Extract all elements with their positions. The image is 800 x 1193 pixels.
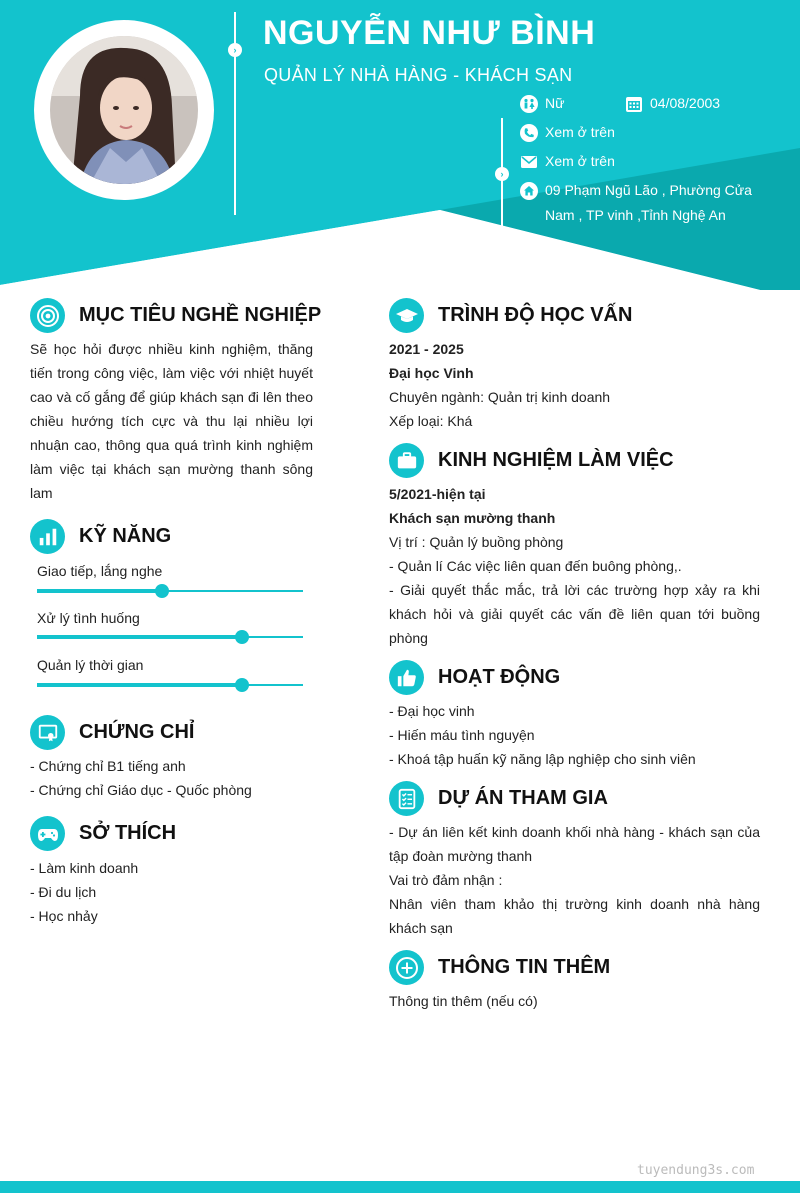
project-role: Nhân viên tham khảo thị trường kinh doanh nhà hàng khách sạn — [389, 896, 760, 936]
activities-title: HOẠT ĐỘNG — [438, 666, 561, 688]
hobbies-title: SỞ THÍCH — [79, 822, 177, 844]
target-icon — [30, 298, 65, 333]
certificate-icon — [30, 715, 65, 750]
birthday-value: 04/08/2003 — [650, 95, 721, 111]
experience-duty: - Giải quyết thắc mắc, trả lời các trường hợp xảy ra khi khách hỏi và giải quyết các vấn đề liên quan tới buồng phòng — [389, 582, 760, 646]
activities-section-header — [389, 660, 560, 695]
experience-duty: - Quản lí Các việc liên quan đến buông phòng,. — [389, 558, 682, 574]
experience-position: Vị trí : Quản lý buồng phòng — [389, 534, 564, 550]
experience-title: KINH NGHIỆM LÀM VIỆC — [438, 449, 674, 471]
home-icon — [520, 182, 538, 200]
gamepad-icon — [30, 816, 65, 851]
skill-bar — [37, 590, 303, 592]
thumbs-up-icon — [389, 660, 424, 695]
education-grade: Xếp loại: Khá — [389, 413, 473, 429]
experience-section-header — [389, 443, 674, 478]
extra-info-text: Thông tin thêm (nếu có) — [389, 993, 538, 1009]
skill-bar — [37, 636, 303, 638]
chevron-right-icon: › — [495, 167, 509, 181]
certificates-title: CHỨNG CHỈ — [79, 721, 195, 743]
address-line-2: Nam , TP vinh ,Tỉnh Nghệ An — [545, 207, 726, 223]
education-period: 2021 - 2025 — [389, 341, 464, 357]
full-name: NGUYỄN NHƯ BÌNH — [263, 14, 596, 52]
certificate-item: - Chứng chỉ B1 tiếng anh — [30, 758, 186, 774]
skill-bar-fill — [37, 589, 162, 593]
watermark: tuyendung3s.com — [637, 1163, 755, 1178]
footer-bar — [0, 1181, 800, 1193]
activity-item: - Hiến máu tình nguyện — [389, 727, 535, 743]
phone-icon — [520, 124, 538, 142]
education-title: TRÌNH ĐỘ HỌC VẤN — [438, 304, 633, 326]
certificates-section-header — [30, 715, 194, 750]
project-role-label: Vai trò đảm nhận : — [389, 872, 503, 888]
hobbies-section-header — [30, 816, 176, 851]
hobby-item: - Đi du lịch — [30, 884, 97, 900]
skill-bar-fill — [37, 635, 242, 639]
skill-label: Giao tiếp, lắng nghe — [37, 563, 163, 579]
hobby-item: - Học nhảy — [30, 908, 98, 924]
gender-icon — [520, 95, 538, 113]
projects-section-header — [389, 781, 608, 816]
avatar — [34, 20, 214, 200]
job-title: QUẢN LÝ NHÀ HÀNG - KHÁCH SẠN — [264, 65, 573, 85]
checklist-icon — [389, 781, 424, 816]
objective-section-header — [30, 298, 321, 333]
skill-bar — [37, 684, 303, 686]
extra-info-title: THÔNG TIN THÊM — [438, 956, 611, 978]
skills-section-header — [30, 519, 171, 554]
skill-label: Quản lý thời gian — [37, 657, 144, 673]
experience-company: Khách sạn mường thanh — [389, 510, 556, 526]
hobby-item: - Làm kinh doanh — [30, 860, 139, 876]
gender-value: Nữ — [545, 95, 565, 111]
address-line-1: 09 Phạm Ngũ Lão , Phường Cửa — [545, 182, 752, 198]
phone-value[interactable]: Xem ở trên — [545, 124, 615, 140]
activity-item: - Đại học vinh — [389, 703, 475, 719]
skill-bar-fill — [37, 683, 242, 687]
project-description: - Dự án liên kết kinh doanh khối nhà hàng - khách sạn của tập đoàn mường thanh — [389, 824, 760, 864]
avatar-photo — [50, 36, 198, 184]
graduation-cap-icon — [389, 298, 424, 333]
certificate-item: - Chứng chỉ Giáo dục - Quốc phòng — [30, 782, 252, 798]
objective-title: MỤC TIÊU NGHỀ NGHIỆP — [79, 304, 322, 326]
briefcase-icon — [389, 443, 424, 478]
skills-title: KỸ NĂNG — [79, 525, 172, 547]
experience-period: 5/2021-hiện tại — [389, 486, 486, 502]
email-value[interactable]: Xem ở trên — [545, 153, 615, 169]
skill-bar-knob — [235, 678, 249, 692]
extra-info-section-header — [389, 950, 610, 985]
objective-text: Sẽ học hỏi được nhiều kinh nghiệm, thăng tiến trong công việc, làm việc với nhiệt huyết cao và cố gắng để giúp khách sạn đi lên theo chiều hướng tích cực và thu lại nhiều lợi nhuận cao, thông qua quá trình kinh nghiệm làm việc tại khách sạn mường thanh sông lam — [30, 341, 313, 501]
skill-bar-knob — [235, 630, 249, 644]
education-major: Chuyên ngành: Quản trị kinh doanh — [389, 389, 611, 405]
email-icon — [520, 153, 538, 171]
projects-title: DỰ ÁN THAM GIA — [438, 787, 608, 809]
calendar-icon — [625, 95, 643, 113]
chevron-right-icon: › — [228, 43, 242, 57]
bar-chart-icon — [30, 519, 65, 554]
education-section-header — [389, 298, 632, 333]
skill-label: Xử lý tình huống — [37, 610, 140, 626]
plus-icon — [389, 950, 424, 985]
education-school: Đại học Vinh — [389, 365, 474, 381]
activity-item: - Khoá tập huấn kỹ năng lập nghiệp cho sinh viên — [389, 751, 696, 767]
skill-bar-knob — [155, 584, 169, 598]
